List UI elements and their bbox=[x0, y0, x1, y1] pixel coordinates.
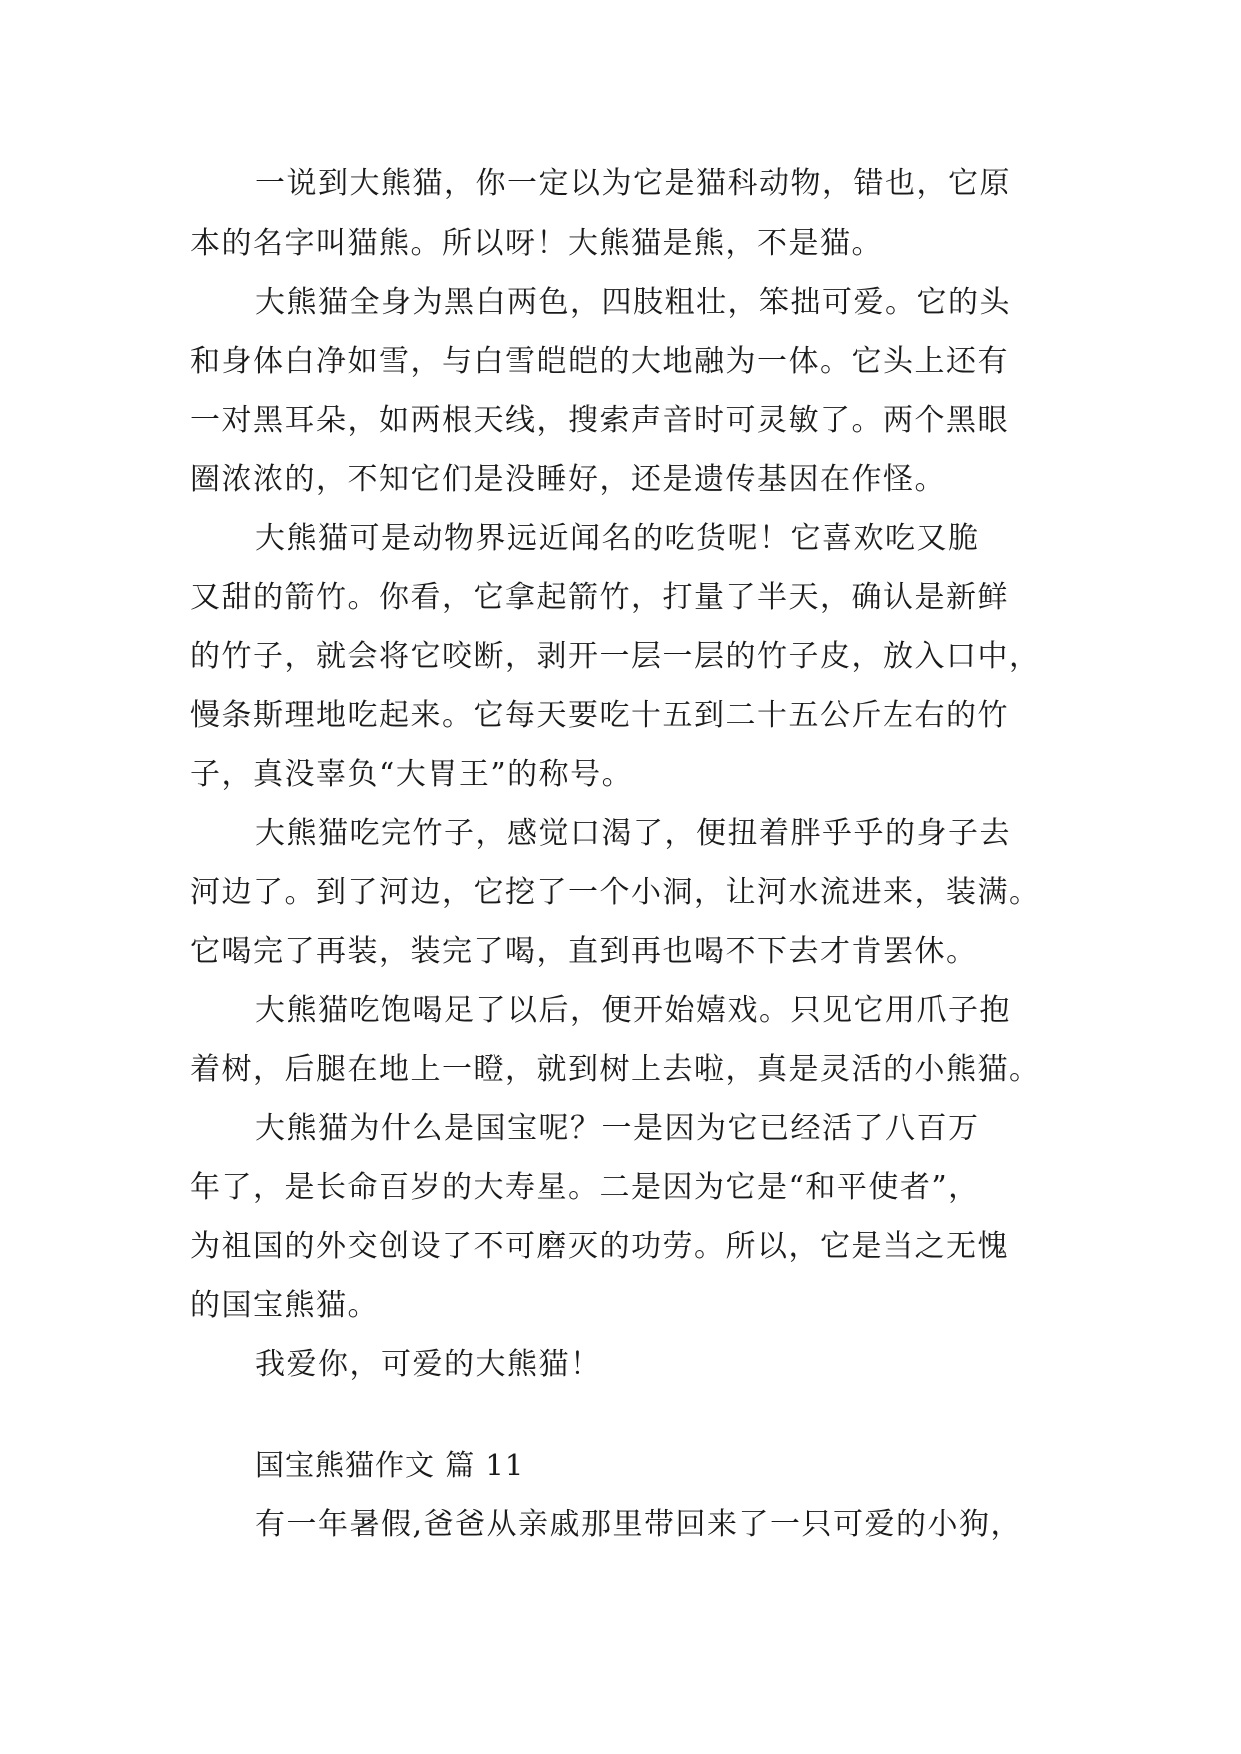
text-line: 为祖国的外交创设了不可磨灭的功劳。所以，它是当之无愧 bbox=[190, 1229, 1009, 1264]
text-line: 本的名字叫猫熊。所以呀！大熊猫是熊，不是猫。 bbox=[190, 226, 883, 261]
text-line: 大熊猫吃完竹子，感觉口渴了，便扭着胖乎乎的身子去 bbox=[255, 816, 1011, 851]
text-line: 子，真没辜负“大胃王”的称号。 bbox=[190, 757, 634, 792]
text-line: 大熊猫全身为黑白两色，四肢粗壮，笨拙可爱。它的头 bbox=[255, 285, 1011, 320]
text-line: 的竹子，就会将它咬断，剥开一层一层的竹子皮，放入口中， bbox=[190, 639, 1041, 674]
text-line: 圈浓浓的，不知它们是没睡好，还是遗传基因在作怪。 bbox=[190, 462, 946, 497]
text-line: 和身体白净如雪，与白雪皑皑的大地融为一体。它头上还有 bbox=[190, 344, 1009, 379]
text-line: 我爱你，可爱的大熊猫！ bbox=[255, 1347, 602, 1382]
text-line: 大熊猫为什么是国宝呢？一是因为它已经活了八百万 bbox=[255, 1111, 980, 1146]
text-line: 又甜的箭竹。你看，它拿起箭竹，打量了半天，确认是新鲜 bbox=[190, 580, 1009, 615]
text-line: 有一年暑假,爸爸从亲戚那里带回来了一只可爱的小狗， bbox=[255, 1507, 1023, 1542]
text-line: 大熊猫可是动物界远近闻名的吃货呢！它喜欢吃又脆 bbox=[255, 521, 980, 556]
text-line: 慢条斯理地吃起来。它每天要吃十五到二十五公斤左右的竹 bbox=[190, 698, 1009, 733]
text-line: 一对黑耳朵，如两根天线，搜索声音时可灵敏了。两个黑眼 bbox=[190, 403, 1009, 438]
text-line: 河边了。到了河边，它挖了一个小洞，让河水流进来，装满。 bbox=[190, 875, 1041, 910]
section-heading: 国宝熊猫作文 篇 11 bbox=[255, 1448, 525, 1482]
text-line: 年了，是长命百岁的大寿星。二是因为它是“和平使者”， bbox=[190, 1170, 980, 1205]
text-line: 大熊猫吃饱喝足了以后，便开始嬉戏。只见它用爪子抱 bbox=[255, 993, 1011, 1028]
text-line: 着树，后腿在地上一瞪，就到树上去啦，真是灵活的小熊猫。 bbox=[190, 1052, 1041, 1087]
text-line: 它喝完了再装，装完了喝，直到再也喝不下去才肯罢休。 bbox=[190, 934, 978, 969]
text-line: 的国宝熊猫。 bbox=[190, 1288, 379, 1323]
text-line: 一说到大熊猫，你一定以为它是猫科动物，错也，它原 bbox=[255, 166, 1011, 201]
